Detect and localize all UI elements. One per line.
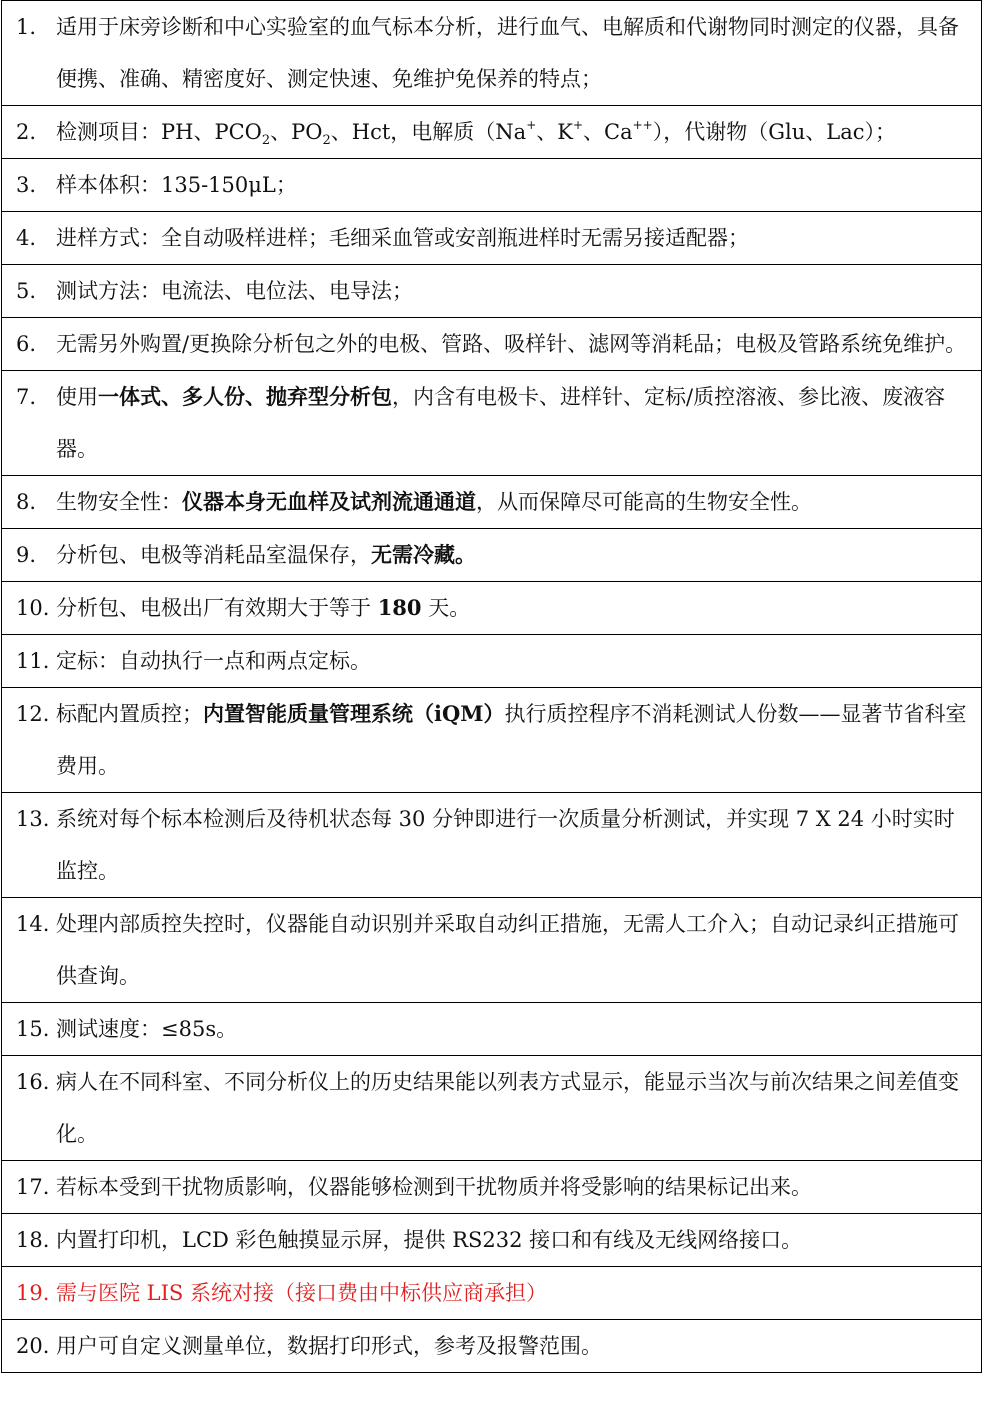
item-number: 10. [16,596,50,620]
subscript: 2 [261,133,271,149]
table-row [2,582,982,635]
table-cell [2,371,982,476]
text-segment: 使用 [56,385,98,409]
text-segment: 天。 [421,596,471,620]
table-row [2,1320,982,1373]
table-row [2,106,982,159]
item-text: 内置打印机，LCD 彩色触摸显示屏，提供 RS232 接口和有线及无线网络接口。 [56,1228,803,1252]
item-number: 3. [16,173,37,197]
bold-emphasis: 无需冷藏。 [371,542,476,567]
bold-emphasis: 180 [377,595,422,620]
item-number: 8. [16,490,37,514]
table-cell [2,265,982,318]
item-number: 4. [16,226,37,250]
item-text: 系统对每个标本检测后及待机状态每 30 分钟即进行一次质量分析测试，并实现 7 X 24 小时实时监控。 [56,807,955,883]
item-text: 适用于床旁诊断和中心实验室的血气标本分析，进行血气、电解质和代谢物同时测定的仪器，具备便携、准确、精密度好、测定快速、免维护免保养的特点； [56,15,959,91]
item-number: 11. [16,649,50,673]
table-row [2,898,982,1003]
table-row [2,476,982,529]
superscript: + [572,118,584,132]
table-row [2,371,982,476]
item-number: 18. [16,1228,50,1252]
item-text: 进样方式：全自动吸样进样；毛细采血管或安剖瓶进样时无需另接适配器； [56,226,749,250]
table-cell [2,635,982,688]
table-row [2,1,982,106]
item-text: 无需另外购置/更换除分析包之外的电极、管路、吸样针、滤网等消耗品；电极及管路系统免维护。 [56,332,967,356]
item-number: 17. [16,1175,50,1199]
item-number: 2. [16,120,37,144]
bold-emphasis: 仪器本身无血样及试剂流通通道 [182,489,476,514]
text-segment: 检测项目：PH、PCO [56,120,262,144]
item-text [56,688,969,792]
item-number: 7. [16,385,37,409]
table-cell [2,529,982,582]
table-row [2,688,982,793]
table-row [2,1214,982,1267]
item-number: 13. [16,807,50,831]
subscript: 2 [322,133,331,149]
bold-emphasis: 内置智能质量管理系统（iQM） [203,701,505,726]
item-number: 5. [16,279,37,303]
table-cell [2,1161,982,1214]
table-cell [2,476,982,529]
text-segment: 生物安全性： [56,490,182,514]
item-text [56,582,969,634]
item-text [56,529,969,581]
item-text [56,476,969,528]
item-number: 15. [16,1017,50,1041]
item-text [56,106,969,158]
bold-emphasis: 一体式、多人份、抛弃型分析包 [98,384,392,409]
item-text: 处理内部质控失控时，仪器能自动识别并采取自动纠正措施，无需人工介入；自动记录纠正措施可供查询。 [56,912,959,988]
table-row [2,318,982,371]
text-segment: 分析包、电极出厂有效期大于等于 [56,596,378,620]
table-cell [2,159,982,212]
text-segment: 、Hct，电解质（Na [330,120,527,144]
text-segment: 执行质控程序不消耗测试人份数——显著节省科室费用。 [56,702,967,778]
table-row [2,529,982,582]
item-number: 6. [16,332,37,356]
text-segment: 、PO [270,120,323,144]
table-cell [2,1267,982,1320]
item-number: 1. [16,15,37,39]
table-cell [2,688,982,793]
text-segment: ），代谢物（Glu、Lac）； [652,120,896,144]
item-text: 用户可自定义测量单位，数据打印形式，参考及报警范围。 [56,1334,602,1358]
text-segment: 、Ca [583,120,633,144]
text-segment: 标配内置质控； [56,702,203,726]
table-cell [2,212,982,265]
table-row [2,1056,982,1161]
requirements-table [1,0,982,1373]
text-segment: 分析包、电极等消耗品室温保存， [56,543,371,567]
table-cell [2,1003,982,1056]
table-cell [2,106,982,159]
table-cell [2,1056,982,1161]
item-number: 9. [16,543,37,567]
table-row [2,1161,982,1214]
superscript: + [526,118,537,132]
table-cell [2,582,982,635]
table-cell [2,1214,982,1267]
superscript: ++ [632,118,653,132]
item-number: 16. [16,1070,50,1094]
item-text: 样本体积：135-150μL； [56,173,297,197]
table-cell [2,1,982,106]
table-row [2,159,982,212]
table-row [2,1267,982,1320]
table-cell [2,1320,982,1373]
item-text: 病人在不同科室、不同分析仪上的历史结果能以列表方式显示，能显示当次与前次结果之间差值变化。 [56,1070,959,1146]
item-text: 需与医院 LIS 系统对接（接口费由中标供应商承担） [56,1281,547,1305]
item-text: 定标：自动执行一点和两点定标。 [56,649,371,673]
table-row [2,265,982,318]
item-number: 14. [16,912,50,936]
table-cell [2,793,982,898]
table-row [2,793,982,898]
table-cell [2,318,982,371]
table-cell [2,898,982,1003]
item-text: 测试速度：≤85s。 [56,1017,238,1041]
item-number: 20. [16,1334,50,1358]
table-row [2,212,982,265]
item-text: 测试方法：电流法、电位法、电导法； [56,279,413,303]
text-segment: ，内含有电极卡、进样针、定标/质控溶液、参比液、废液容器。 [56,385,946,461]
text-segment: ，从而保障尽可能高的生物安全性。 [476,490,812,514]
table-row [2,635,982,688]
item-text: 若标本受到干扰物质影响，仪器能够检测到干扰物质并将受影响的结果标记出来。 [56,1175,812,1199]
item-text [56,371,969,475]
item-number: 19. [16,1281,50,1305]
item-number: 12. [16,702,50,726]
table-row [2,1003,982,1056]
text-segment: 、K [536,120,573,144]
